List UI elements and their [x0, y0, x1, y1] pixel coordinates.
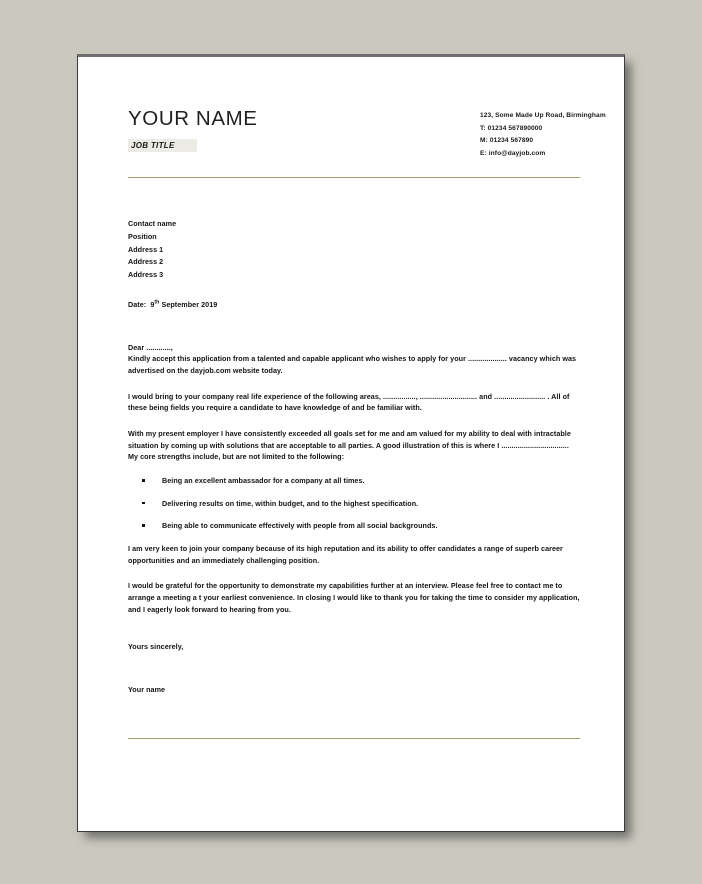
paragraph-achievements: With my present employer I have consistently exceeded all goals set for me and am valued for my ability to deal with intractable situation by coming up with solutions that are acceptable to all parties. A good illustration of this is where I ................................. My core strengths include, but are not limited to the following:	[128, 429, 571, 462]
list-item	[128, 498, 580, 510]
document-page-wrapper	[77, 54, 625, 832]
recipient-address-2: Address 2	[128, 257, 164, 267]
list-item-label: Being able to communicate effectively with people from all social backgrounds.	[162, 521, 438, 531]
sender-address: 123, Some Made Up Road, Birmingham	[480, 112, 606, 119]
list-item	[128, 475, 580, 487]
job-title-badge: JOB TITLE	[128, 139, 197, 152]
signoff: Yours sincerely,	[128, 642, 184, 652]
recipient-address-3: Address 3	[128, 270, 164, 280]
sender-email: E: info@dayjob.com	[480, 149, 546, 157]
recipient-address-block	[128, 218, 580, 282]
letter-body	[128, 218, 580, 739]
date-line	[128, 299, 580, 311]
letter-header	[128, 57, 624, 165]
paragraph-closing: I would be grateful for the opportunity to demonstrate my capabilities further at an interview. Please feel free to contact me to arrange a meeting a t your earliest convenience. In closing I would like to thank you for taking the time to consider my application, and I eagerly look forward to hearing from you.	[128, 581, 580, 614]
paragraph-intro: Kindly accept this application from a talented and capable applicant who wishes to apply for your ................... vacancy which was advertised on the dayjob.com website today.	[128, 354, 577, 376]
salutation: Dear ............,	[128, 342, 173, 352]
date-month-year: September 2019	[161, 300, 218, 310]
page-content-area	[128, 57, 624, 831]
sender-telephone: T: 01234 567890000	[480, 124, 543, 132]
footer-divider	[128, 738, 580, 739]
date-ordinal-suffix: th	[154, 299, 160, 306]
paragraph-experience: I would bring to your company real life experience of the following areas, ................, ............................ and ......................... . All of these being fields you require a candidate to have knowledge of and be familiar with.	[128, 391, 570, 413]
square-bullet-icon	[142, 524, 145, 527]
cover-letter-page	[77, 54, 625, 832]
list-item-label: Delivering results on time, within budget, and to the highest specification.	[162, 498, 419, 508]
sender-name: Your name	[128, 684, 166, 694]
recipient-position: Position	[128, 231, 157, 241]
page-title: YOUR NAME	[128, 107, 258, 130]
square-bullet-icon	[142, 502, 145, 505]
paragraph-motivation: I am very keen to join your company because of its high reputation and its ability to offer candidates a range of superb career opportunities and an immediately challenging position.	[128, 543, 563, 565]
list-item-label: Being an excellent ambassador for a company at all times.	[162, 475, 365, 485]
sender-contact-block	[480, 110, 606, 161]
date-day: 9	[150, 300, 155, 310]
core-strengths-list	[128, 475, 580, 532]
recipient-contact-name: Contact name	[128, 219, 177, 228]
list-item	[128, 520, 580, 532]
sender-mobile: M: 01234 567890	[480, 137, 534, 145]
square-bullet-icon	[142, 479, 145, 482]
recipient-address-1: Address 1	[128, 244, 164, 254]
date-label: Date:	[128, 300, 147, 310]
header-divider	[128, 177, 580, 178]
